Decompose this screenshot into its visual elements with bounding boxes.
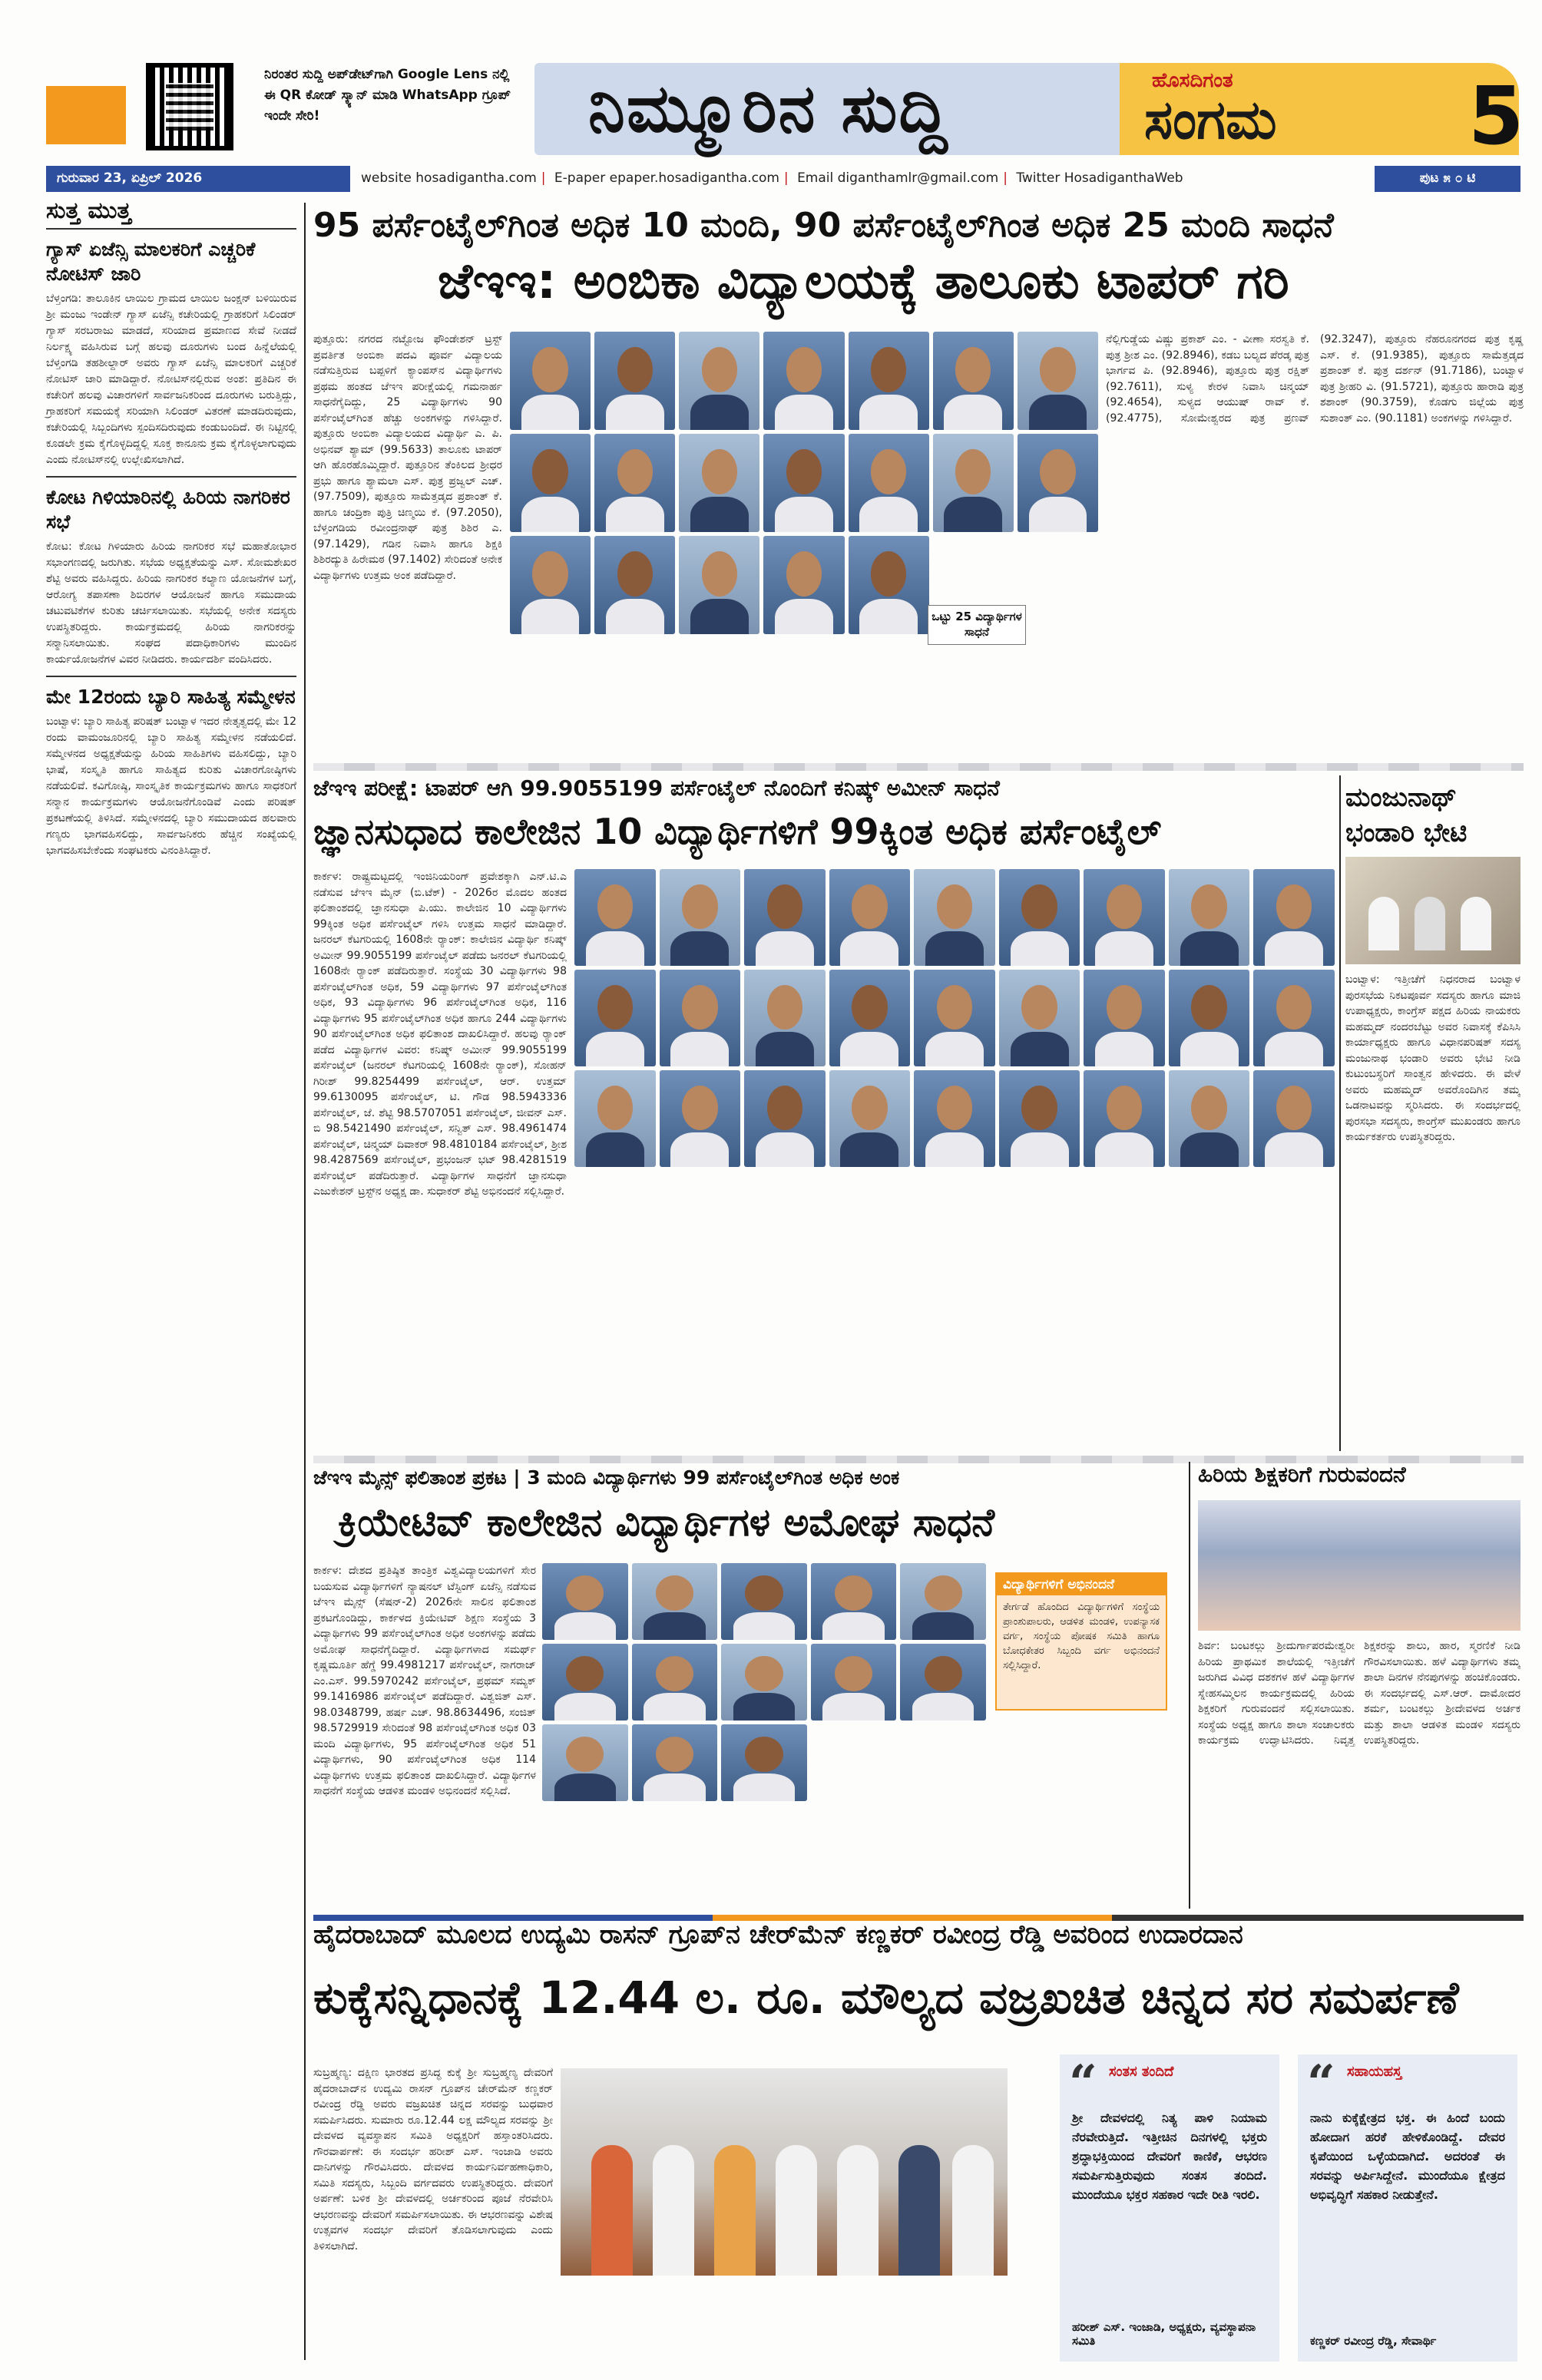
info-bar [46,166,1520,192]
brief-item [46,485,296,668]
edition-name: ಸಂಗಮ [1144,88,1277,151]
student-photo [542,1563,628,1640]
student-photo [510,332,591,430]
brief-body: ಕೋಟ: ಕೋಟ ಗಿಳಿಯಾರು ಹಿರಿಯ ನಾಗರಿಕರ ಸಭೆ ಮಹಾತೋಭಾರ ಸಭಾಂಗಣದಲ್ಲಿ ಜರುಗಿತು. ಸಭೆಯ ಅಧ್ಯಕ್ಷತೆಯನ್ನು ಎಸ್. ಸೋಮಶೇಖರ ಶೆಟ್ಟಿ ಅವರು ವಹಿಸಿದ್ದರು. ಹಿರಿಯ ನಾಗರಿಕರ ಕಲ್ಯಾಣ ಯೋಜನೆಗಳ ಬಗ್ಗೆ, ಆರೋಗ್ಯ ತಪಾಸಣಾ ಶಿಬಿರಗಳ ಆಯೋಜನೆ ಹಾಗೂ ಸಮುದಾಯ ಚಟುವಟಿಕೆಗಳ ಕುರಿತು ಚರ್ಚಿಸಲಾಯಿತು. ಸಭೆಯಲ್ಲಿ ಅನೇಕ ಸದಸ್ಯರು ಉಪಸ್ಥಿತರಿದ್ದರು. ಕಾರ್ಯಕ್ರಮದಲ್ಲಿ ಹಿರಿಯ ನಾಗರಿಕರನ್ನು ಸನ್ಮಾನಿಸಲಾಯಿತು. ಸಂಘದ ಪದಾಧಿಕಾರಿಗಳು ಮುಂದಿನ ಕಾರ್ಯಯೋಜನೆಗಳ ವಿವರ ನೀಡಿದರು. ಕಾರ್ಯದರ್ಶಿ ವಂದಿಸಿದರು. [46,540,296,666]
student-photo [679,332,759,430]
student-photo [510,536,591,634]
brief-headline: ಗ್ಯಾಸ್ ಏಜೆನ್ಸಿ ಮಾಲಕರಿಗೆ ಎಚ್ಚರಿಕೆ ನೋಟಿಸ್ ಜಾರಿ [46,238,256,285]
quote-signature: ಕಣ್ಣಕರ್ ರವೀಂದ್ರ ರೆಡ್ಡಿ, ಸೇವಾರ್ಥಿ [1310,2334,1437,2348]
student-photo [1169,869,1250,966]
student-photo [1169,1070,1250,1167]
quote-icon: “ [1069,2054,1097,2112]
contact-links: website hosadigantha.com | E-paper epaper.hosadigantha.com | Email diganthamlr@gmail.com | Twitter HosadiganthaWeb [361,170,1183,186]
student-photo [542,1724,628,1801]
student-photo [1253,1070,1335,1167]
story3-body: ಕಾರ್ಕಳ: ದೇಶದ ಪ್ರತಿಷ್ಠಿತ ತಾಂತ್ರಿಕ ವಿಶ್ವವಿದ್ಯಾಲಯಗಳಿಗೆ ಸೇರ ಬಯಸುವ ವಿದ್ಯಾರ್ಥಿಗಳಿಗೆ ನ್ಯಾಷನಲ್ ಟೆಸ್ಟಿಂಗ್ ಏಜೆನ್ಸಿ ನಡೆಸುವ ಜೆಇಇ ಮೈನ್ಸ್ (ಸೆಷನ್-2) 2026ನೇ ಸಾಲಿನ ಫಲಿತಾಂಶ ಪ್ರಕಟಗೊಂಡಿದ್ದು, ಕಾರ್ಕಳದ ಕ್ರಿಯೇಟಿವ್ ಶಿಕ್ಷಣ ಸಂಸ್ಥೆಯ 3 ವಿದ್ಯಾರ್ಥಿಗಳು 99 ಪರ್ಸೆಂಟೈಲ್‌ಗಿಂತ ಅಧಿಕ ಅಂಕಗಳನ್ನು ಪಡೆದು ಅಮೋಘ ಸಾಧನೆಗೈದಿದ್ದಾರೆ. ವಿದ್ಯಾರ್ಥಿಗಳಾದ ಸಮರ್ಥ್ ಕೃಷ್ಣಮೂರ್ತಿ ಹೆಗ್ಡೆ 99.4981217 ಪರ್ಸೆಂಟೈಲ್, ನಾಗರಾಜ್ ಎಂ.ಎಸ್. 99.5970242 ಪರ್ಸೆಂಟೈಲ್, ಪ್ರಥಮ್ ಸಮ್ಯಕ್ 99.1416986 ಪರ್ಸೆಂಟೈಲ್ ಪಡೆದಿದ್ದಾರೆ. ವಿಶ್ವಜಿತ್ ಎಸ್. 98.0348799, ಹರ್ಷ ಎಚ್. 98.8634496, ಸಂಜಿತ್ 98.5729919 ಸೇರಿದಂತೆ 98 ಪರ್ಸೆಂಟೈಲ್‌ಗಿಂತ ಅಧಿಕ 03 ಮಂದಿ ವಿದ್ಯಾರ್ಥಿಗಳು, 95 ಪರ್ಸೆಂಟೈಲ್‌ಗಿಂತ ಅಧಿಕ 51 ವಿದ್ಯಾರ್ಥಿಗಳು, 90 ಪರ್ಸೆಂಟೈಲ್‌ಗಿಂತ ಅಧಿಕ 114 ವಿದ್ಯಾರ್ಥಿಗಳು ಉತ್ತಮ ಫಲಿತಾಂಶ ದಾಖಲಿಸಿದ್ದಾರೆ. ವಿದ್ಯಾರ್ಥಿಗಳ ಸಾಧನೆಗೆ ಸಂಸ್ಥೆಯ ಆಡಳಿತ ಮಂಡಳಿ ಅಭಿನಂದನೆ ಸಲ್ಲಿಸಿದೆ. [313,1565,536,1797]
student-photo [510,434,591,532]
student-photo [594,332,675,430]
section-divider [313,763,1524,771]
quote-box [1060,2054,1279,2362]
student-photo [933,332,1014,430]
student-photo [1253,970,1335,1066]
manjunath-photo [1345,857,1520,964]
student-photo [721,1724,807,1801]
student-photo [900,1644,986,1721]
quote-icon: “ [1307,2054,1335,2112]
student-photo [744,1070,826,1167]
brief-headline: ಮೇ 12ರಂದು ಬ್ಯಾರಿ ಸಾಹಿತ್ಯ ಸಮ್ಮೇಳನ [46,686,296,708]
student-photo [1084,970,1165,1066]
story3-student-photos [542,1563,986,1801]
quote-text: ಶ್ರೀ ದೇವಳದಲ್ಲಿ ನಿತ್ಯ ಪಾಳಿ ನಿಯಾಮ ನೆರವೇರುತ್ತಿದೆ. ಇತ್ತೀಚಿನ ದಿನಗಳಲ್ಲಿ ಭಕ್ತರು ಶ್ರದ್ಧಾಭಕ್ತಿಯಿಂದ ದೇವರಿಗೆ ಕಾಣಿಕೆ, ಆಭರಣ ಸಮರ್ಪಿಸುತ್ತಿರುವುದು ಸಂತಸ ತಂದಿದೆ. ಮುಂದೆಯೂ ಭಕ್ತರ ಸಹಕಾರ ಇದೇ ರೀತಿ ಇರಲಿ. [1072,2111,1267,2202]
scan-instructions: ನಿರಂತರ ಸುದ್ದಿ ಅಪ್‌ಡೇಟ್‌ಗಾಗಿ Google Lens ನಲ್ಲಿ ಈ QR ಕೋಡ್ ಸ್ಕ್ಯಾನ್ ಮಾಡಿ WhatsApp ಗ್ರೂಪ್ ಇಂದೇ ಸೇರಿ! [264,67,511,124]
student-photo [1253,869,1335,966]
issue-date: ಗುರುವಾರ 23, ಏಪ್ರಿಲ್ 2026 [46,166,350,192]
story4-headline: ಕುಕ್ಕೆಸನ್ನಿಧಾನಕ್ಕೆ 12.44 ಲ. ರೂ. ಮೌಲ್ಯದ ವಜ್ರಖಚಿತ ಚಿನ್ನದ ಸರ ಸಮರ್ಪಣೆ [313,1972,1459,2024]
quote-text: ನಾನು ಕುಕ್ಕೆಕ್ಷೇತ್ರದ ಭಕ್ತ. ಈ ಹಿಂದೆ ಬಂದು ಹೋದಾಗ ಹರಕೆ ಹೇಳಿಕೊಂಡಿದ್ದೆ. ದೇವರ ಕೃಪೆಯಿಂದ ಒಳ್ಳೆಯದಾಗಿದೆ. ಅದರಂತೆ ಈ ಸರವನ್ನು ಅರ್ಪಿಸಿದ್ದೇನೆ. ಮುಂದೆಯೂ ಕ್ಷೇತ್ರದ ಅಭಿವೃದ್ಧಿಗೆ ಸಹಕಾರ ನೀಡುತ್ತೇನೆ. [1310,2111,1505,2202]
student-photo [1084,869,1165,966]
congratulations-title: ವಿದ್ಯಾರ್ಥಿಗಳಿಗೆ ಅಭಿನಂದನೆ [997,1574,1166,1595]
brief-body: ಬಂಟ್ವಾಳ: ಬ್ಯಾರಿ ಸಾಹಿತ್ಯ ಪರಿಷತ್ ಬಂಟ್ವಾಳ ಇದರ ನೇತೃತ್ವದಲ್ಲಿ ಮೇ 12 ರಂದು ವಾಮಂಜೂರಿನಲ್ಲಿ ಬ್ಯಾರಿ ಸಾಹಿತ್ಯ ಸಮ್ಮೇಳನ ನಡೆಯಲಿದೆ. ಸಮ್ಮೇಳನದ ಅಧ್ಯಕ್ಷತೆಯನ್ನು ಹಿರಿಯ ಸಾಹಿತಿಗಳು ವಹಿಸಲಿದ್ದು, ಬ್ಯಾರಿ ಭಾಷೆ, ಸಂಸ್ಕೃತಿ ಹಾಗೂ ಸಾಹಿತ್ಯದ ಕುರಿತು ವಿಚಾರಗೋಷ್ಠಿಗಳು ನಡೆಯಲಿವೆ. ಕವಿಗೋಷ್ಠಿ, ಸಾಂಸ್ಕೃತಿಕ ಕಾರ್ಯಕ್ರಮಗಳು ಹಾಗೂ ಸಾಧಕರಿಗೆ ಸನ್ಮಾನ ಕಾರ್ಯಕ್ರಮಗಳು ಆಯೋಜನೆಗೊಂಡಿವೆ ಎಂದು ಪರಿಷತ್ ಪ್ರಕಟಣೆಯಲ್ಲಿ ತಿಳಿಸಿದೆ. ಸಮ್ಮೇಳನದಲ್ಲಿ ಬ್ಯಾರಿ ಸಮುದಾಯದ ಹಲವಾರು ಗಣ್ಯರು ಭಾಗವಹಿಸಲಿದ್ದು, ಸಾರ್ವಜನಿಕರು ಹೆಚ್ಚಿನ ಸಂಖ್ಯೆಯಲ್ಲಿ ಭಾಗವಹಿಸಬೇಕೆಂದು ಸಂಘಟಕರು ವಿನಂತಿಸಿದ್ದಾರೆ. [46,716,296,857]
student-photo [829,869,911,966]
story1-kicker: 95 ಪರ್ಸೆಂಟೈಲ್‌ಗಿಂತ ಅಧಿಕ 10 ಮಂದಿ, 90 ಪರ್ಸೆಂಟೈಲ್‌ಗಿಂತ ಅಧಿಕ 25 ಮಂದಿ ಸಾಧನೆ [313,206,1334,245]
student-photo [763,332,844,430]
brief-body: ಬೆಳ್ತಂಗಡಿ: ತಾಲೂಕಿನ ಲಾಯಿಲ ಗ್ರಾಮದ ಲಾಯಿಲ ಜಂಕ್ಷನ್ ಬಳಿಯಿರುವ ಶ್ರೀ ಮಂಜು ಇಂಡೇನ್ ಗ್ಯಾಸ್ ಏಜೆನ್ಸಿ ಕಚೇರಿಯಲ್ಲಿ ಗ್ರಾಹಕರಿಗೆ ಸಿಲಿಂಡರ್ ಗ್ಯಾಸ್ ಸರಬರಾಜು ಮಾಡದೆ, ಸರಿಯಾದ ಪ್ರಮಾಣದ ಸೇವೆ ನೀಡದೆ ನಿರ್ಲಕ್ಷ್ಯ ವಹಿಸಿರುವ ಬಗ್ಗೆ ಹಲವು ದೂರುಗಳು ಬಂದ ಹಿನ್ನೆಲೆಯಲ್ಲಿ ಬೆಳ್ತಂಗಡಿ ತಹಶೀಲ್ದಾರ್ ಅವರು ಗ್ಯಾಸ್ ಏಜೆನ್ಸಿ ಮಾಲಕರಿಗೆ ಎಚ್ಚರಿಕೆ ನೋಟಿಸ್ ಜಾರಿ ಮಾಡಿದ್ದಾರೆ. ನೋಟಿಸ್‌ನಲ್ಲಿರುವ ಅಂಶ: ಪ್ರತಿದಿನ ಈ ಕಚೇರಿಗೆ ಹಲವು ವಿಚಾರಗಳಿಗೆ ಸಾರ್ವಜನಿಕರಿಂದ ದೂರುಗಳು ಬರುತ್ತಿದ್ದು, ಗ್ರಾಹಕರಿಗೆ ಸಮಯಕ್ಕೆ ಸರಿಯಾಗಿ ಸಿಲಿಂಡರ್ ವಿತರಣೆ ಮಾಡದಿರುವುದು, ಕಚೇರಿಯಲ್ಲಿ ಸಿಬ್ಬಂದಿಗಳು ಸ್ಪಂದಿಸದಿರುವುದು ಕಂಡುಬಂದಿದೆ. ಈ ನಿಟ್ಟಿನಲ್ಲಿ ಕೂಡಲೇ ಕ್ರಮ ಕೈಗೊಳ್ಳದಿದ್ದಲ್ಲಿ ಸೂಕ್ತ ಕಾನೂನು ಕ್ರಮ ಕೈಗೊಳ್ಳಲಾಗುವುದು ಎಂದು ನೋಟಿಸ್‌ನಲ್ಲಿ ಉಲ್ಲೇಖಿಸಲಾಗಿದೆ. [46,293,296,466]
student-photo [744,869,826,966]
student-photo [594,536,675,634]
story3-headline: ಕ್ರಿಯೇಟಿವ್ ಕಾಲೇಜಿನ ವಿದ್ಯಾರ್ಥಿಗಳ ಅಮೋಘ ಸಾಧನೆ [338,1500,995,1545]
left-column-briefs [46,197,296,2360]
student-photo [1169,970,1250,1066]
congratulations-body: ತೇರ್ಗಡೆ ಹೊಂದಿದ ವಿದ್ಯಾರ್ಥಿಗಳಿಗೆ ಸಂಸ್ಥೆಯ ಪ್ರಾಂಶುಪಾಲರು, ಆಡಳಿತ ಮಂಡಳಿ, ಉಪನ್ಯಾಸಕ ವರ್ಗ, ಸಂಸ್ಥೆಯ ಪೋಷಕ ಸಮಿತಿ ಹಾಗೂ ಬೋಧಕೇತರ ಸಿಬ್ಬಂದಿ ವರ್ಗ ಅಭಿನಂದನೆ ಸಲ್ಲಿಸಿದ್ದಾರೆ. [1003,1602,1160,1671]
student-photo [594,434,675,532]
student-photo [900,1563,986,1640]
student-photo [632,1563,718,1640]
quote-title: ಸಹಾಯಹಸ್ತ [1347,2064,1402,2080]
student-photo [744,970,826,1066]
student-photo [1018,332,1098,430]
email-link[interactable]: Email diganthamlr@gmail.com [797,170,999,186]
student-photo [721,1644,807,1721]
epaper-link[interactable]: E-paper epaper.hosadigantha.com [554,170,779,186]
column-divider [304,203,306,2360]
story1-headline: ಜೆಇಇ: ಅಂಬಿಕಾ ವಿದ್ಯಾಲಯಕ್ಕೆ ತಾಲೂಕು ಟಾಪರ್ ಗರಿ [438,253,1289,310]
guru-body: ಶಿರ್ವ: ಬಂಟಕಲ್ಲು ಶ್ರೀದುರ್ಗಾಪರಮೇಶ್ವರೀ ಹಿರಿಯ ಪ್ರಾಥಮಿಕ ಶಾಲೆಯಲ್ಲಿ ಇತ್ತೀಚೆಗೆ ಜರುಗಿದ ವಿವಿಧ ದಶಕಗಳ ಹಳೆ ವಿದ್ಯಾರ್ಥಿಗಳ ಸ್ನೇಹಸಮ್ಮಿಲನ ಕಾರ್ಯಕ್ರಮದಲ್ಲಿ ಹಿರಿಯ ಶಿಕ್ಷಕರಿಗೆ ಗುರುವಂದನೆ ಸಲ್ಲಿಸಲಾಯಿತು. ಸಂಸ್ಥೆಯ ಅಧ್ಯಕ್ಷ ಹಾಗೂ ಶಾಲಾ ಸಂಚಾಲಕರು ಕಾರ್ಯಕ್ರಮ ಉದ್ಘಾಟಿಸಿದರು. ನಿವೃತ್ತ ಶಿಕ್ಷಕರನ್ನು ಶಾಲು, ಹಾರ, ಸ್ಮರಣಿಕೆ ನೀಡಿ ಗೌರವಿಸಲಾಯಿತು. ಹಳೆ ವಿದ್ಯಾರ್ಥಿಗಳು ತಮ್ಮ ಶಾಲಾ ದಿನಗಳ ನೆನಪುಗಳನ್ನು ಹಂಚಿಕೊಂಡರು. ಈ ಸಂದರ್ಭದಲ್ಲಿ ಎಸ್.ಆರ್. ದಾಮೋದರ ಶರ್ಮ, ಬಂಟಕಲ್ಲು ಶ್ರೀದೇವಳದ ಅರ್ಚಕ ಮತ್ತು ಶಾಲಾ ಆಡಳಿತ ಮಂಡಳಿ ಸದಸ್ಯರು ಉಪಸ್ಥಿತರಿದ್ದರು. [1198,1640,1520,1747]
student-photo [999,1070,1080,1167]
website-link[interactable]: website hosadigantha.com [361,170,537,186]
student-photo [829,970,911,1066]
student-photo [679,536,759,634]
page-tag: ಪುಟ ೫ ೦ ಟಿ [1375,166,1520,192]
story1-count-label: ಒಟ್ಟು 25 ವಿದ್ಯಾರ್ಥಿಗಳ ಸಾಧನೆ [928,605,1026,645]
guru-headline: ಹಿರಿಯ ಶಿಕ್ಷಕರಿಗೆ ಗುರುವಂದನೆ [1198,1462,1406,1487]
story1-body-right: ನೆಲ್ಲಿಗುಡ್ಡೆಯ ವಿಷ್ಣು ಪ್ರಕಾಶ್ ಎಂ. - ವೀಣಾ ಸರಸ್ವತಿ ಕೆ. ಪುತ್ರ ಶ್ರೀಶ ಎಂ. (92.8946), ಕಡಬ ಬಲ್ಯದ ಪೆರಡ್ಕ ಪುತ್ರ ಭಾರ್ಗವ ಪಿ. (92.8946), ಪುತ್ತೂರು ಪುತ್ರ ರಕ್ಷಿತ್ (92.7611), ಸುಳ್ಯ ಕೇರಳ ನಿವಾಸಿ ಚಿನ್ಮಯ್ (92.4654), ಸುಳ್ಯದ ಆಯುಷ್ ರಾವ್ ಕೆ. (92.4775), ಸೋಮೇಶ್ವರದ ಪುತ್ರ ಪ್ರಣವ್ (92.3247), ಪುತ್ತೂರು ನೆಹರೂನಗರದ ಪುತ್ರ ಕೃಷ್ಣ ಎಸ್. ಕೆ. (91.9385), ಪುತ್ತೂರು ಸಾಮೆತ್ತಡ್ಕದ ಪ್ರಶಾಂತ್ ಕೆ. ಪುತ್ರ ದರ್ಶನ್ (91.7186), ಬಂಟ್ವಾಳ ಪುತ್ರ ಶ್ರೀಹರಿ ವಿ. (91.5721), ಪುತ್ತೂರು ಹಾರಾಡಿ ಪುತ್ರ ಶಶಾಂಕ್ (90.3759), ಕೊಡಗು ಜಿಲ್ಲೆಯ ಪುತ್ರ ಸುಶಾಂತ್ ಎಂ. (90.1181) ಅಂಕಗಳನ್ನು ಗಳಿಸಿದ್ದಾರೆ. [1106,333,1524,425]
student-photo [542,1644,628,1721]
student-photo [574,869,656,966]
student-photo [721,1563,807,1640]
brief-headline: ಕೋಟ ಗಿಳಿಯಾರಿನಲ್ಲಿ ಹಿರಿಯ ನಾಗರಿಕರ ಸಭೆ [46,486,290,533]
guru-photo [1198,1500,1520,1631]
student-photo [660,869,741,966]
story1-body-left: ಪುತ್ತೂರು: ನಗರದ ನಟ್ಟೋಜ ಫೌಂಡೇಶನ್ ಟ್ರಸ್ಟ್ ಪ್ರವರ್ತಿತ ಅಂಬಿಕಾ ಪದವಿ ಪೂರ್ವ ವಿದ್ಯಾಲಯ ನಡೆಸುತ್ತಿರುವ ಬಪ್ಪಳಿಗೆ ಕ್ಯಾಂಪಸ್‌ನ ವಿದ್ಯಾರ್ಥಿಗಳು ಪ್ರಥಮ ಹಂತದ ಜೆಇಇ ಪರೀಕ್ಷೆಯಲ್ಲಿ ಗಮನಾರ್ಹ ಸಾಧನೆಗೈದಿದ್ದು, 25 ವಿದ್ಯಾರ್ಥಿಗಳು 90 ಪರ್ಸೆಂಟೈಲ್‌ಗಿಂತ ಹೆಚ್ಚು ಅಂಕಗಳನ್ನು ಗಳಿಸಿದ್ದಾರೆ. ಪುತ್ತೂರು ಅಂಬಿಕಾ ವಿದ್ಯಾಲಯದ ವಿದ್ಯಾರ್ಥಿ ಎ. ಪಿ. ಅಭಿನವ್ ಶ್ಯಾಮ್ (99.5633) ತಾಲೂಕು ಟಾಪರ್ ಆಗಿ ಹೊರಹೊಮ್ಮಿದ್ದಾರೆ. ಪುತ್ತೂರಿನ ತೆಂಕಿಲದ ಶ್ರೀಧರ ಪ್ರಭು ಹಾಗೂ ಶ್ಯಾಮಲಾ ಎಸ್. ಪುತ್ರ ಪ್ರಜ್ವಲ್ ಎಚ್. (97.7509), ಪುತ್ತೂರು ಸಾಮೆತ್ತಡ್ಕದ ಪ್ರಶಾಂತ್ ಕೆ. ಹಾಗೂ ಚಂದ್ರಿಕಾ ಪುತ್ರಿ ಚಿಣ್ಮಯಿ ಕೆ. (97.2050), ಬೆಳ್ತಂಗಡಿಯ ರವೀಂದ್ರನಾಥ್ ಪುತ್ರ ಶಿಶಿರ ಎ. (97.1429), ಗಡಿನ ನಿವಾಸಿ ಹಾಗೂ ಶಿಕ್ಷಕಿ ಶಿಶಿರದ್ಯುತಿ ಹಿರೇಮಠ (97.1402) ಸೇರಿದಂತೆ ಅನೇಕ ವಿದ್ಯಾರ್ಥಿಗಳು ಉತ್ತಮ ಅಂಕ ಪಡೆದಿದ್ದಾರೆ. [313,333,502,582]
brand-small: ಹೊಸದಿಗಂತ [1152,69,1233,92]
manjunath-headline: ಮಂಜುನಾಥ್ ಭಂಡಾರಿ ಭೇಟಿ [1345,782,1468,848]
student-photo [660,1070,741,1167]
paper-name: ನಿಮ್ಮೂರಿನ ಸುದ್ದಿ [534,63,1249,155]
section-logo: ಸುತ್ತ ಮುತ್ತ [46,197,131,224]
story2-body-continued [574,1175,1335,1453]
qr-code-icon[interactable] [146,63,233,150]
brief-item [46,685,296,859]
student-photo [1084,1070,1165,1167]
manjunath-body: ಬಂಟ್ವಾಳ: ಇತ್ತೀಚೆಗೆ ನಿಧನರಾದ ಬಂಟ್ವಾಳ ಪುರಸಭೆಯ ನಿಕಟಪೂರ್ವ ಸದಸ್ಯರು ಹಾಗೂ ಮಾಜಿ ಉಪಾಧ್ಯಕ್ಷರು, ಕಾಂಗ್ರೆಸ್ ಪಕ್ಷದ ಹಿರಿಯ ನಾಯಕರು ಮಹಮ್ಮದ್ ನಂದರಬೆಟ್ಟು ಅವರ ನಿವಾಸಕ್ಕೆ ಕೆಪಿಸಿಸಿ ಕಾರ್ಯಾಧ್ಯಕ್ಷರು ಹಾಗೂ ವಿಧಾನಪರಿಷತ್ ಸದಸ್ಯ ಮಂಜುನಾಥ ಭಂಡಾರಿ ಅವರು ಭೇಟಿ ನೀಡಿ ಕುಟುಂಬಸ್ಥರಿಗೆ ಸಾಂತ್ವನ ಹೇಳಿದರು. ಈ ವೇಳೆ ಅವರು ಮಹಮ್ಮದ್ ಅವರೊಂದಿಗಿನ ತಮ್ಮ ಒಡನಾಟವನ್ನು ಸ್ಮರಿಸಿದರು. ಈ ಸಂದರ್ಭದಲ್ಲಿ ಪುರಸಭಾ ಸದಸ್ಯರು, ಕಾಂಗ್ರೆಸ್ ಮುಖಂಡರು ಹಾಗೂ ಕಾರ್ಯಕರ್ತರು ಉಪಸ್ಥಿತರಿದ್ದರು. [1345,973,1520,1143]
masthead-accent [46,86,126,144]
story4-body: ಸುಬ್ರಹ್ಮಣ್ಯ: ದಕ್ಷಿಣ ಭಾರತದ ಪ್ರಸಿದ್ಧ ಕುಕ್ಕೆ ಶ್ರೀ ಸುಬ್ರಹ್ಮಣ್ಯ ದೇವರಿಗೆ ಹೈದರಾಬಾದ್‌ನ ಉದ್ಯಮಿ ರಾಸನ್ ಗ್ರೂಪ್‌ನ ಚೇರ್‌ಮೆನ್ ಕಣ್ಣಕರ್ ರವೀಂದ್ರ ರೆಡ್ಡಿ ಅವರು ವಜ್ರಖಚಿತ ಚಿನ್ನದ ಸರವನ್ನು ಬುಧವಾರ ಸಮರ್ಪಿಸಿದರು. ಸುಮಾರು ರೂ.12.44 ಲಕ್ಷ ಮೌಲ್ಯದ ಸರವನ್ನು ಶ್ರೀ ದೇವಳದ ವ್ಯವಸ್ಥಾಪನ ಸಮಿತಿ ಅಧ್ಯಕ್ಷರಿಗೆ ಹಸ್ತಾಂತರಿಸಿದರು. ಗೌರವಾರ್ಪಣೆ: ಈ ಸಂದರ್ಭ ಹರೀಶ್ ಎಸ್. ಇಂಜಾಡಿ ಅವರು ದಾನಿಗಳನ್ನು ಗೌರವಿಸಿದರು. ದೇವಳದ ಕಾರ್ಯನಿರ್ವಹಣಾಧಿಕಾರಿ, ಸಮಿತಿ ಸದಸ್ಯರು, ಸಿಬ್ಬಂದಿ ವರ್ಗದವರು ಉಪಸ್ಥಿತರಿದ್ದರು. ದೇವರಿಗೆ ಅರ್ಪಣೆ: ಬಳಿಕ ಶ್ರೀ ದೇವಳದಲ್ಲಿ ಅರ್ಚಕರಿಂದ ಪೂಜೆ ನೆರವೇರಿಸಿ ಆಭರಣವನ್ನು ದೇವರಿಗೆ ಸಮರ್ಪಿಸಲಾಯಿತು. ಈ ಆಭರಣವನ್ನು ವಿಶೇಷ ಉತ್ಸವಗಳ ಸಂದರ್ಭ ದೇವರಿಗೆ ತೊಡಿಸಲಾಗುವುದು ಎಂದು ತಿಳಿಸಲಾಗಿದೆ. [313,2067,553,2253]
student-photo [632,1644,718,1721]
masthead [38,58,1524,163]
student-photo [999,970,1080,1066]
story4-kicker: ಹೈದರಾಬಾದ್ ಮೂಲದ ಉದ್ಯಮಿ ರಾಸನ್ ಗ್ರೂಪ್‌ನ ಚೇರ್‌ಮೆನ್ ಕಣ್ಣಕರ್ ರವೀಂದ್ರ ರೆಡ್ಡಿ ಅವರಿಂದ ಉದಾರದಾನ [313,1919,1243,1950]
page-number: 5 [1468,69,1524,163]
student-photo [914,869,995,966]
student-photo [574,1070,656,1167]
twitter-link[interactable]: Twitter HosadiganthaWeb [1016,170,1183,186]
brief-item [46,237,296,468]
student-photo [632,1724,718,1801]
student-photo [763,434,844,532]
student-photo [914,1070,995,1167]
student-photo [811,1644,897,1721]
student-photo [849,332,929,430]
column-divider [1189,1462,1190,1909]
student-photo [999,869,1080,966]
quote-box [1298,2054,1517,2362]
quote-title: ಸಂತಸ ತಂದಿದೆ [1109,2064,1174,2080]
student-photo [660,970,741,1066]
story2-body: ಕಾರ್ಕಳ: ರಾಷ್ಟ್ರಮಟ್ಟದಲ್ಲಿ ಇಂಜಿನಿಯರಿಂಗ್ ಪ್ರವೇಶಕ್ಕಾಗಿ ಎನ್.ಟಿ.ಎ ನಡೆಸುವ ಜೆಇಇ ಮೈನ್ (ಬಿ.ಟೆಕ್) - 2026ರ ಮೊದಲ ಹಂತದ ಫಲಿತಾಂಶದಲ್ಲಿ ಜ್ಞಾನಸುಧಾ ಪಿ.ಯು. ಕಾಲೇಜಿನ 10 ವಿದ್ಯಾರ್ಥಿಗಳು 99ಕ್ಕಿಂತ ಅಧಿಕ ಪರ್ಸೆಂಟೈಲ್ ಗಳಿಸಿ ಉತ್ತಮ ಸಾಧನೆ ಮಾಡಿದ್ದಾರೆ. ಜನರಲ್ ಕೆಟಗರಿಯಲ್ಲಿ 1608ನೇ ರ್‍ಯಾಂಕ್: ಕಾಲೇಜಿನ ವಿದ್ಯಾರ್ಥಿ ಕನಿಷ್ಕ್ ಅಮೀನ್ 99.9055199 ಪರ್ಸೆಂಟೈಲ್ ಪಡೆದು ಜನರಲ್ ಕೆಟಗರಿಯಲ್ಲಿ 1608ನೇ ರ್‍ಯಾಂಕ್ ಪಡೆದಿರುತ್ತಾರೆ. ಸಂಸ್ಥೆಯ 30 ವಿದ್ಯಾರ್ಥಿಗಳು 98 ಪರ್ಸೆಂಟೈಲ್‌ಗಿಂತ ಅಧಿಕ, 59 ವಿದ್ಯಾರ್ಥಿಗಳು 97 ಪರ್ಸೆಂಟೈಲ್‌ಗಿಂತ ಅಧಿಕ, 93 ವಿದ್ಯಾರ್ಥಿಗಳು 96 ಪರ್ಸೆಂಟೈಲ್‌ಗಿಂತ ಅಧಿಕ, 116 ವಿದ್ಯಾರ್ಥಿಗಳು 95 ಪರ್ಸೆಂಟೈಲ್‌ಗಿಂತ ಅಧಿಕ ಹಾಗೂ 244 ವಿದ್ಯಾರ್ಥಿಗಳು 90 ಪರ್ಸೆಂಟೈಲ್‌ಗಿಂತ ಅಧಿಕ ಫಲಿತಾಂಶ ದಾಖಲಿಸಿದ್ದಾರೆ. ಹಲವು ರ್‍ಯಾಂಕ್ ಪಡೆದ ವಿದ್ಯಾರ್ಥಿಗಳ ವಿವರ: ಕನಿಷ್ಕ್ ಅಮೀನ್ 99.9055199 ಪರ್ಸೆಂಟೈಲ್ (ಜನರಲ್ ಕೆಟಗರಿಯಲ್ಲಿ 1608ನೇ ರ್‍ಯಾಂಕ್), ಸೋಹನ್ ಗಿರೀಶ್ 99.8254499 ಪರ್ಸೆಂಟೈಲ್, ಆರ್. ಉತ್ತಮ್ 99.6130095 ಪರ್ಸೆಂಟೈಲ್, ಟಿ. ಗೌಡ 98.5943336 ಪರ್ಸೆಂಟೈಲ್, ಜೆ. ಶೆಟ್ಟಿ 98.5707051 ಪರ್ಸೆಂಟೈಲ್, ಜೀವನ್ ಎಸ್. ಬಿ 98.5421490 ಪರ್ಸೆಂಟೈಲ್, ಸನ್ವಿತ್ ಎಸ್. 98.4961474 ಪರ್ಸೆಂಟೈಲ್, ಚಿನ್ಮಯ್ ದಿವಾಕರ್ 98.4810184 ಪರ್ಸೆಂಟೈಲ್, ಶ್ರೀಶ 98.4287569 ಪರ್ಸೆಂಟೈಲ್, ಪ್ರಭಂಜನ್ ಭಟ್ 98.4281519 ಪರ್ಸೆಂಟೈಲ್ ಪಡೆದಿರುತ್ತಾರೆ. ವಿದ್ಯಾರ್ಥಿಗಳ ಸಾಧನೆಗೆ ಜ್ಞಾನಸುಧಾ ಎಜುಕೇಶನ್ ಟ್ರಸ್ಟ್‌ನ ಅಧ್ಯಕ್ಷ ಡಾ. ಸುಧಾಕರ್ ಶೆಟ್ಟಿ ಅಭಿನಂದನೆ ಸಲ್ಲಿಸಿದ್ದಾರೆ. [313,871,567,1198]
story4-photo [561,2068,1008,2276]
student-photo [679,434,759,532]
story4-body-continued [561,2283,1008,2360]
student-photo [933,434,1014,532]
student-photo [849,434,929,532]
student-photo [829,1070,911,1167]
student-photo [574,970,656,1066]
student-photo [763,536,844,634]
quote-signature: ಹರೀಶ್ ಎಸ್. ಇಂಜಾಡಿ, ಅಧ್ಯಕ್ಷರು, ವ್ಯವಸ್ಥಾಪನಾ ಸಮಿತಿ [1072,2320,1256,2348]
story2-student-photos [574,869,1335,1167]
student-photo [811,1563,897,1640]
column-divider [1339,775,1341,1451]
story3-kicker: ಜೆಇಇ ಮೈನ್ಸ್ ಫಲಿತಾಂಶ ಪ್ರಕಟ | 3 ಮಂದಿ ವಿದ್ಯಾರ್ಥಿಗಳು 99 ಪರ್ಸೆಂಟೈಲ್‌ಗಿಂತ ಅಧಿಕ ಅಂಕ [313,1466,900,1489]
student-photo [914,970,995,1066]
congratulations-box [995,1572,1167,1711]
story3-body-continued [995,1720,1183,1909]
story2-kicker: ಜೆಇಇ ಪರೀಕ್ಷೆ: ಟಾಪರ್ ಆಗಿ 99.9055199 ಪರ್ಸೆಂಟೈಲ್ ನೊಂದಿಗೆ ಕನಿಷ್ಕ್ ಅಮೀನ್ ಸಾಧನೆ [313,775,1000,801]
student-photo [1018,434,1098,532]
student-photo [849,536,929,634]
story2-headline: ಜ್ಞಾನಸುಧಾದ ಕಾಲೇಜಿನ 10 ವಿದ್ಯಾರ್ಥಿಗಳಿಗೆ 99ಕ್ಕಿಂತ ಅಧಿಕ ಪರ್ಸೆಂಟೈಲ್ [313,811,1162,852]
story1-student-photos [510,332,1098,634]
